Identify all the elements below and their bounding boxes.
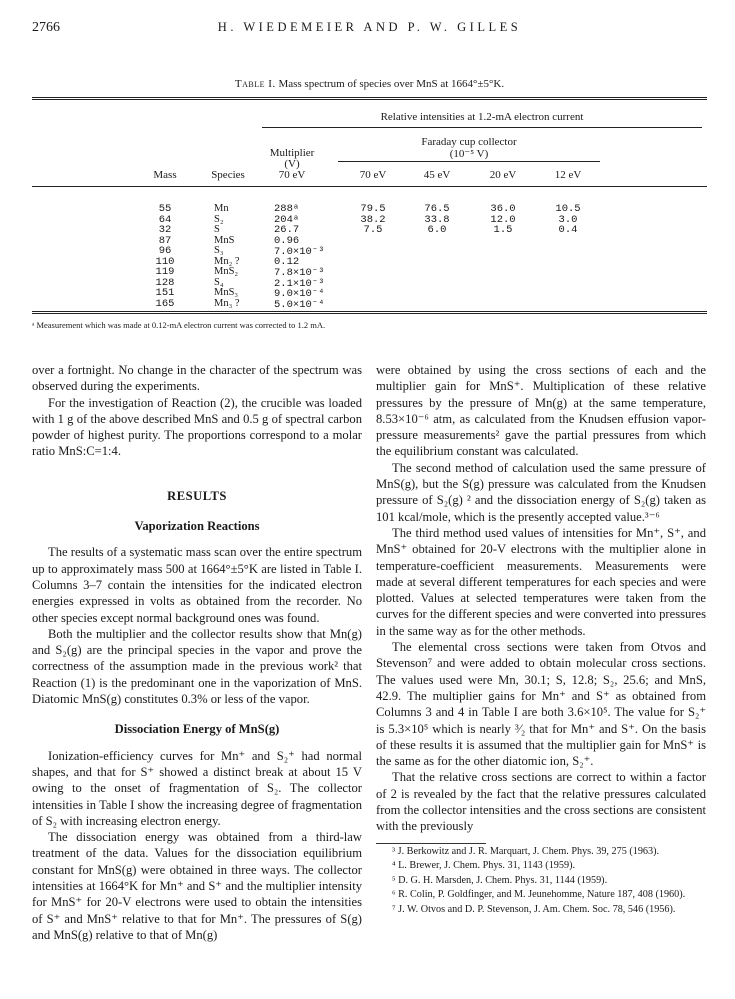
table-cell-species: S₃ [214,245,224,256]
table-cell-mass: 64 [158,213,172,226]
table-cell-species: MnS₃ [214,287,239,298]
paragraph: Ionization-efficiency curves for Mn⁺ and S₂⁺ had normal shapes, and that for S⁺ showed a distinct break at about 15 V owing to the onset of fragmentation of S₂. The collector intensities in Table I show the increasing degree of fragmentation of S₂ with increasing electron energy. [32,748,362,828]
reference: ⁶ R. Colin, P. Goldfinger, and M. Jeunehomme, Nature 187, 408 (1960). [392,889,686,901]
col-header-f12: 12 eV [554,169,582,181]
col-header-f20: 20 eV [489,169,517,181]
table-cell-mult: 288ᵃ [274,203,300,215]
table-cell-mult: 0.96 [274,234,300,247]
paragraph: The dissociation energy was obtained from a third-law treatment of the data. Values for the dissociation equilibrium constant for MnS(g) were obtained in three ways. The collector intensities at 1664°K for Mn⁺ and S⁺ and the multiplier intensity for MnS⁺ for 20-V electrons were used to obtain the intensities of S⁺ and MnS⁺ relative to that for Mn⁺. The pressures of S(g) and MnS(g) relative to that of Mn(g) [32,830,362,942]
table-cell-mult: 5.0×10⁻⁴ [274,298,325,311]
table-cell-f45: 6.0 [427,224,447,236]
paragraph: For the investigation of Reaction (2), the crucible was loaded with 1 g of the above described MnS and 0.5 g of spectral carbon powder of highest purity. The proportions correspond to a molar ratio MnS:C=1:4. [32,395,362,459]
left-column [32,362,362,943]
table-cell-mult: 26.7 [274,224,300,236]
paragraph: That the relative cross sections are correct to within a factor of 2 is revealed by the fact that the relative pressures calculated from the collector intensities and the cross sections are consistent with the previously [376,770,706,834]
paragraph: The elemental cross sections were taken from Otvos and Stevenson⁷ and were added to obtain molecular cross sections. The values used were Mn, 30.1; S, 12.8; S₂, 25.6; and MnS, 42.9. The multiplier gains for Mn⁺ and S⁺ as obtained from Columns 3 and 4 in Table I are both 3.6×10⁵. The value for S₂⁺ is 5.3×10⁵ which is nearly ³⁄₂ that for Mn⁺ and S⁺. On the basis of these results it is assumed that the multiplier gain for MnS⁺ is the same as for the other diatomic ion, S₂⁺. [376,640,706,769]
table-cell-species: Mn [214,203,229,214]
table-cell-species: S₄ [214,276,224,288]
table-cell-mass: 110 [155,255,175,268]
mass-spectrum-table [0,0,735,330]
table-cell-f45: 76.5 [424,203,450,215]
table-cell-mass: 32 [158,224,172,236]
table-cell-f12: 0.4 [558,224,578,236]
running-title: H. WIEDEMEIER AND P. W. GILLES [217,20,522,34]
table-cell-f70: 79.5 [360,203,386,215]
col-header-f45: 45 eV [423,169,451,181]
table-cell-mult: 9.0×10⁻⁴ [274,288,325,300]
table-cell-species: MnS [214,234,235,246]
col-header-mult-70: 70 eV [278,169,306,181]
spanner-header: Relative intensities at 1.2-mA electron current [380,111,584,123]
table-cell-f20: 12.0 [490,213,516,226]
table-cell-mult: 0.12 [274,255,300,268]
faraday-header: Faraday cup collector [421,136,517,148]
table-cell-species: Mn₂ ? [214,255,240,267]
table-cell-mass: 96 [158,245,172,257]
reference: ⁴ L. Brewer, J. Chem. Phys. 31, 1143 (1959). [392,860,576,872]
subsection-heading-vaporization: Vaporization Reactions [134,519,260,534]
table-cell-f45: 33.8 [424,213,450,226]
table-cell-species: S [214,224,220,235]
table-cell-mult: 7.8×10⁻³ [274,267,325,279]
paragraph: Both the multiplier and the collector results show that Mn(g) and S₂(g) are the principal species in the vapor and prove the correctness of the assumption made in the previous work² that Reaction (1) is the predominant one in the vaporization of MnS. Diatomic MnS(g) constitutes 0.3% or less of the vapor. [32,626,362,707]
table-cell-mass: 87 [158,234,172,247]
table-cell-f12: 3.0 [558,213,578,226]
table-cell-f70: 7.5 [363,224,383,236]
faraday-units: (10⁻⁵ V) [449,148,489,160]
col-header-species: Species [211,169,245,181]
table-cell-f12: 10.5 [555,203,581,215]
footnote-rule [376,843,486,844]
paragraph: The third method used values of intensities for Mn⁺, S⁺, and MnS⁺ obtained for 20-V electrons with the multiplier alone in temperature-coefficient measurements. Measurements were made at several different temperatures for each species and were plotted. Values at selected temperatures were taken from the curves for the different species and were converted into pressures in the same way as for the other methods. [376,525,706,638]
col-header-f70: 70 eV [359,169,387,181]
table-cell-mult: 7.0×10⁻³ [274,246,325,258]
reference: ³ J. Berkowitz and J. R. Marquart, J. Chem. Phys. 39, 275 (1963). [392,845,660,857]
table-cell-mass: 151 [155,287,175,299]
paragraph: were obtained by using the cross sections of each and the multiplier gain for MnS⁺. Multiplication of these relative pressures by the pressure of Mn(g) at the same temperature, 8.53×10⁻⁶ atm, as calculated from the Knudsen effusion vapor-pressure measurements² gave the partial pressures from which the equilibrium constant was calculated. [376,363,706,459]
paragraph: over a fortnight. No change in the character of the spectrum was observed during the experiments. [32,363,362,394]
table-cell-f70: 38.2 [360,213,386,226]
table-cell-mult: 2.1×10⁻³ [274,277,325,290]
multiplier-header: Multiplier [269,147,315,159]
right-column [376,362,706,917]
paragraph: The second method of calculation used the same pressure of MnS(g), but the S(g) pressure was calculated from the Knudsen pressure of S₂(g) ² and the dissociation energy of S₂(g) taken as 101 kcal/mole, which is the presently accepted value.³⁻⁶ [376,460,706,524]
table-cell-f20: 36.0 [490,203,516,215]
table-cell-mass: 128 [155,276,175,289]
table-cell-mass: 119 [155,266,175,278]
table-footnote: ᵃ Measurement which was made at 0.12-mA electron current was corrected to 1.2 mA. [32,320,326,330]
reference: ⁷ J. W. Otvos and D. P. Stevenson, J. Am. Chem. Soc. 78, 546 (1956). [392,903,676,915]
table-cell-mult: 204ᵃ [274,213,300,226]
table-cell-mass: 55 [158,203,172,215]
section-heading-results: RESULTS [167,488,227,503]
reference: ⁵ D. G. H. Marsden, J. Chem. Phys. 31, 1144 (1959). [392,874,608,886]
multiplier-units: (V) [284,158,300,170]
table-caption-text: Mass spectrum of species over MnS at 1664°±5°K. [278,78,505,90]
table-label: Table I. [234,78,276,90]
table-cell-species: S₂ [214,213,224,225]
page-number: 2766 [32,20,60,35]
table-cell-f20: 1.5 [493,224,513,236]
col-header-mass: Mass [153,169,177,181]
table-cell-mass: 165 [155,297,175,310]
paragraph: The results of a systematic mass scan over the entire spectrum up to approximately mass 500 at 1664°±5°K are listed in Table I. Columns 3–7 contain the intensities for the indicated electron energies expressed in volts as obtained from the recorder. No other species except normal background ones was found. [32,545,362,625]
subsection-heading-dissociation: Dissociation Energy of MnS(g) [114,722,280,737]
table-cell-species: MnS₂ [214,266,239,277]
table-cell-species: Mn₃ ? [214,297,240,309]
